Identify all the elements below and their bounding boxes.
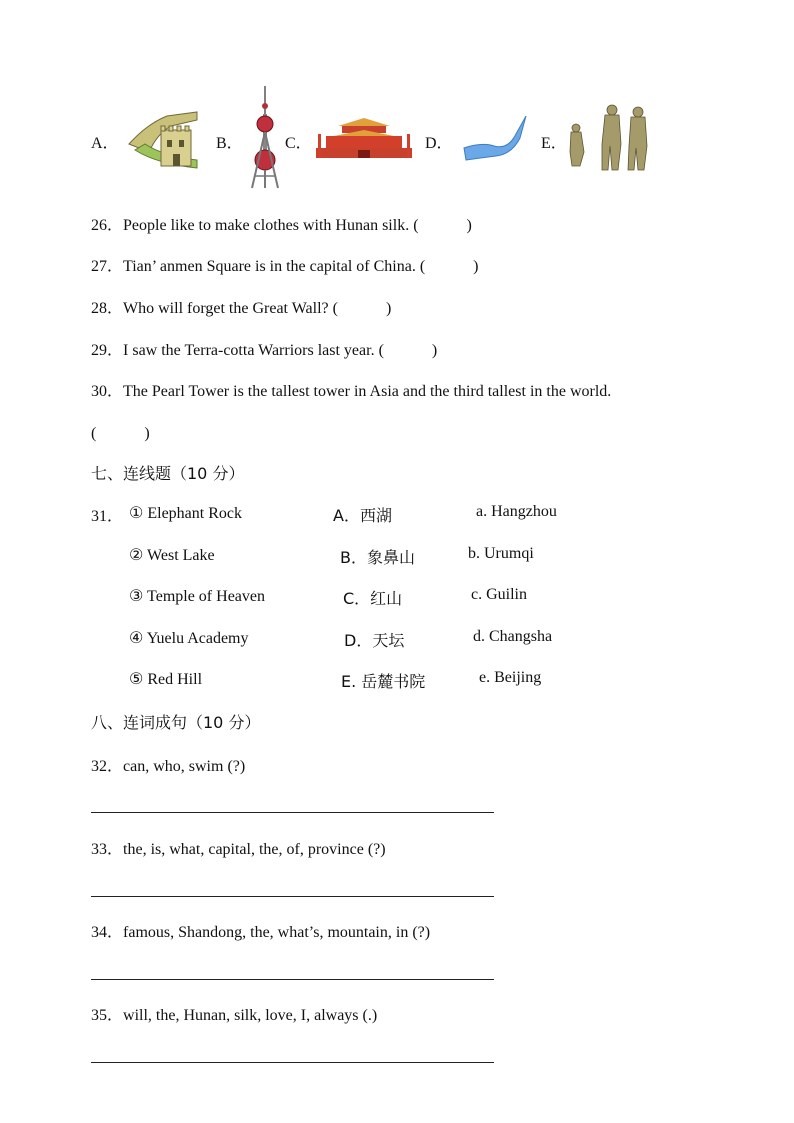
- match-left-3: ③ Temple of Heaven: [129, 588, 265, 605]
- question-30-answer-bracket: ( ): [91, 425, 150, 442]
- question-27: 27．Tian’ anmen Square is in the capital of China. ( ): [91, 258, 479, 275]
- answer-line-35[interactable]: [91, 1062, 494, 1063]
- question-28: 28．Who will forget the Great Wall? ( ): [91, 300, 392, 317]
- section-8-title: 八、连词成句（10 分）: [91, 713, 261, 732]
- match-right-d: d. Changsha: [473, 628, 553, 645]
- match-right-b: b. Urumqi: [468, 545, 534, 562]
- great-wall-icon: [127, 104, 199, 172]
- picture-label-c: C．: [285, 135, 312, 152]
- section-7-title: 七、连线题（10 分）: [91, 464, 245, 483]
- answer-line-34[interactable]: [91, 979, 494, 980]
- question-26: 26．People like to make clothes with Hunan silk. ( ): [91, 217, 472, 234]
- question-29: 29．I saw the Terra-cotta Warriors last year. ( ): [91, 342, 438, 359]
- match-middle-a: A．西湖: [333, 506, 392, 525]
- match-left-4: ④ Yuelu Academy: [129, 630, 249, 647]
- match-left-5: ⑤ Red Hill: [129, 671, 203, 688]
- pearl-tower-icon: [246, 86, 284, 190]
- match-right-a: a. Hangzhou: [476, 503, 557, 520]
- picture-label-b: B．: [216, 135, 243, 152]
- question-32: 32．can, who, swim (?): [91, 758, 246, 775]
- picture-label-e: E．: [541, 135, 567, 152]
- match-right-e: e. Beijing: [479, 669, 542, 686]
- question-33: 33．the, is, what, capital, the, of, province (?): [91, 841, 386, 858]
- match-middle-b: B．象鼻山: [340, 548, 415, 567]
- question-34: 34．famous, Shandong, the, what’s, mountain, in (?): [91, 924, 431, 941]
- question-30: 30．The Pearl Tower is the tallest tower in Asia and the third tallest in the world.: [91, 383, 612, 400]
- match-middle-e: E. 岳麓书院: [341, 672, 426, 691]
- terracotta-warriors-icon: [568, 104, 648, 172]
- match-left-1: ① Elephant Rock: [129, 505, 242, 522]
- question-31-number: 31．: [91, 508, 124, 525]
- silk-icon: [462, 112, 528, 162]
- tiananmen-icon: [314, 118, 414, 160]
- match-right-c: c. Guilin: [471, 586, 527, 603]
- question-35: 35．will, the, Hunan, silk, love, I, always (.): [91, 1007, 378, 1024]
- match-middle-c: C．红山: [343, 589, 403, 608]
- picture-label-d: D．: [425, 135, 453, 152]
- picture-label-a: A．: [91, 135, 119, 152]
- answer-line-33[interactable]: [91, 896, 494, 897]
- match-left-2: ② West Lake: [129, 547, 215, 564]
- answer-line-32[interactable]: [91, 812, 494, 813]
- match-middle-d: D．天坛: [344, 631, 405, 650]
